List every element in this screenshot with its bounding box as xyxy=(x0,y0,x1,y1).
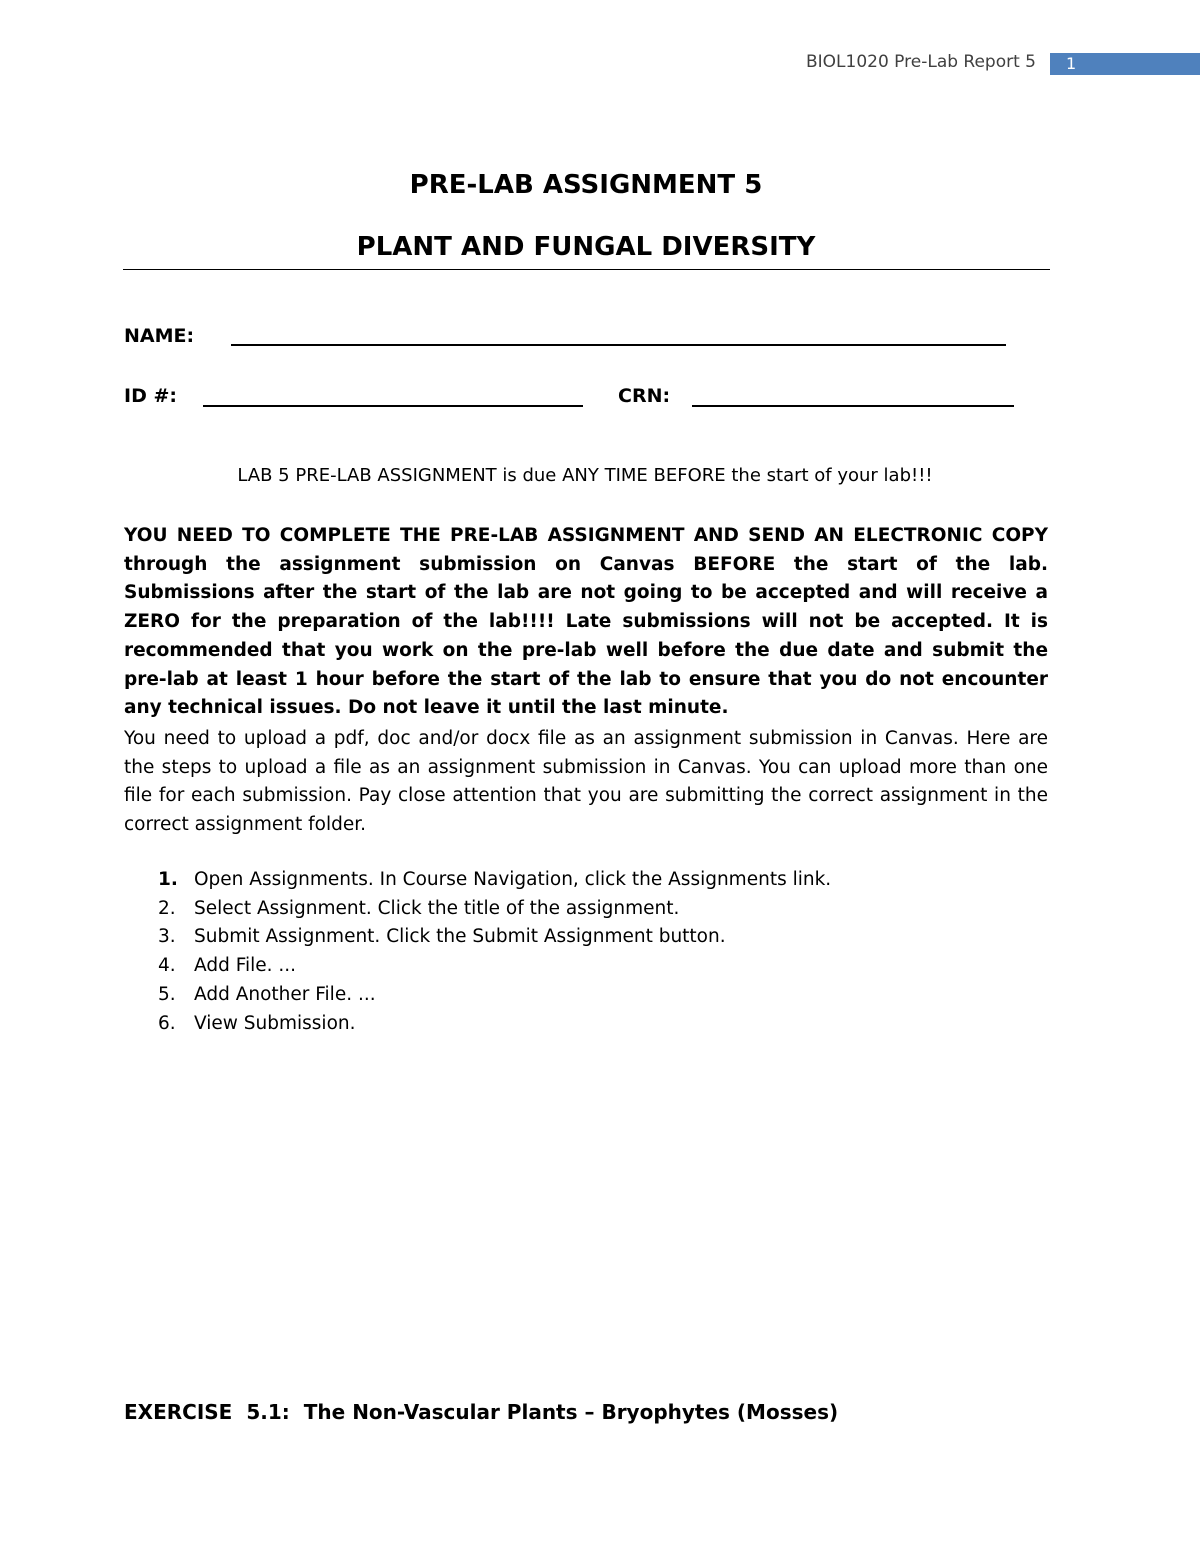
list-item xyxy=(158,895,831,924)
step-number: 5. xyxy=(158,983,176,1005)
page-number-badge: 1 xyxy=(1050,53,1200,75)
step-number: 3. xyxy=(158,926,176,948)
id-label: ID #: xyxy=(124,385,177,407)
step-number: 6. xyxy=(158,1012,176,1034)
name-field[interactable] xyxy=(231,344,1006,346)
step-number: 2. xyxy=(158,897,176,919)
due-notice: LAB 5 PRE-LAB ASSIGNMENT is due ANY TIME BEFORE the start of your lab!!! xyxy=(237,465,933,486)
step-text: Select Assignment. Click the title of the assignment. xyxy=(194,897,680,919)
title-divider xyxy=(123,269,1050,270)
upload-steps-list xyxy=(158,866,831,1038)
step-text: View Submission. xyxy=(194,1012,356,1034)
id-field[interactable] xyxy=(203,405,583,407)
assignment-subtitle: PLANT AND FUNGAL DIVERSITY xyxy=(356,232,816,262)
crn-field[interactable] xyxy=(692,405,1014,407)
list-item xyxy=(158,952,831,981)
step-text: Add Another File. ... xyxy=(194,983,376,1005)
name-label: NAME: xyxy=(124,325,195,347)
list-item xyxy=(158,981,831,1010)
step-number: 4. xyxy=(158,955,176,977)
submission-instructions: YOU NEED TO COMPLETE THE PRE-LAB ASSIGNMENT AND SEND AN ELECTRONIC COPY through the assignment submission on Canvas BEFORE the start of the lab. Submissions after the start of the lab are not going to be accepted and will receive a ZERO for the preparation of the lab!!!! Late submissions will not be accepted. It is recommended that you work on the pre-lab well before the due date and submit the pre-lab at least 1 hour before the start of the lab to ensure that you do not encounter any technical issues. Do not leave it until the last minute. xyxy=(124,525,1048,719)
exercise-title: The Non-Vascular Plants – Bryophytes (Mosses) xyxy=(303,1400,839,1424)
list-item xyxy=(158,1010,831,1039)
step-number: 1. xyxy=(158,869,178,890)
exercise-label: EXERCISE xyxy=(124,1400,233,1424)
exercise-number: 5.1: xyxy=(246,1400,290,1424)
assignment-title: PRE-LAB ASSIGNMENT 5 xyxy=(409,170,763,200)
step-text: Submit Assignment. Click the Submit Assignment button. xyxy=(194,926,726,948)
running-header: BIOL1020 Pre-Lab Report 5 xyxy=(805,52,1036,72)
list-item xyxy=(158,923,831,952)
step-text: Open Assignments. In Course Navigation, click the Assignments link. xyxy=(194,869,832,890)
upload-instructions: You need to upload a pdf, doc and/or docx file as an assignment submission in Canvas. Here are the steps to upload a file as an assignment submission in Canvas. You can upload more than one file for each submission. Pay close attention that you are submitting the correct assignment in the correct assignment folder. xyxy=(124,728,1048,836)
exercise-heading xyxy=(124,1400,838,1424)
crn-label: CRN: xyxy=(618,385,671,407)
list-item xyxy=(158,866,831,895)
step-text: Add File. ... xyxy=(194,955,297,977)
